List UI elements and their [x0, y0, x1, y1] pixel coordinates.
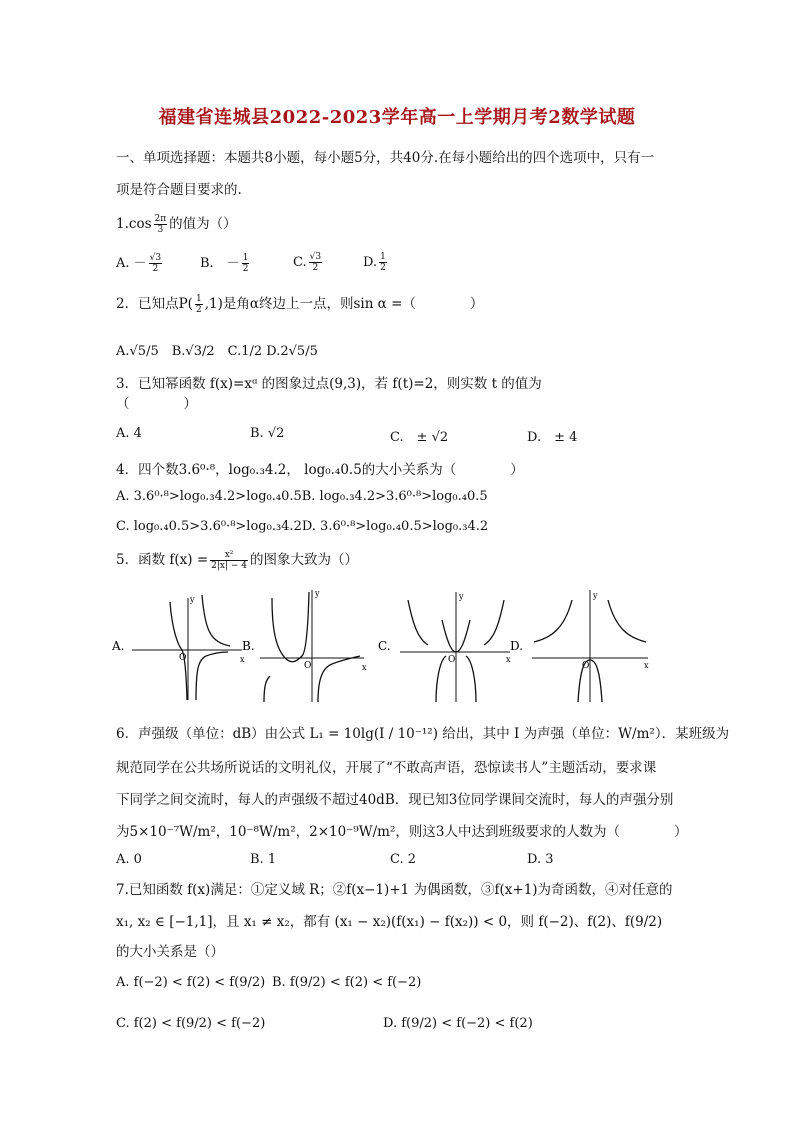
- q5-prefix: 5．函数 f(x) =: [116, 552, 209, 568]
- q2-point-num: 1: [195, 294, 202, 304]
- q4-options-ab: A. 3.6⁰·⁸>log₀.₃4.2>log₀.₄0.5B. log₀.₃4.2>3.6⁰·⁸>log₀.₄0.5: [116, 489, 488, 504]
- q1-option-d-den: 2: [380, 263, 386, 273]
- svg-text:O: O: [304, 661, 312, 671]
- q1-option-a: [116, 252, 164, 274]
- q6-option-c: C. 2: [390, 852, 417, 867]
- q1-option-c-num: √3: [309, 252, 322, 262]
- question-7-line3: 的大小关系是（）: [116, 944, 224, 960]
- svg-text:x: x: [644, 661, 649, 670]
- q1-numerator: 2π: [154, 214, 167, 224]
- q3-option-b: B. √2: [250, 426, 285, 441]
- q5-suffix: 的图象大致为（）: [250, 552, 358, 568]
- question-6-line3: 下同学之间交流时，每人的声强级不超过40dB．现已知3位同学课间交流时，每人的声强分别: [116, 792, 674, 808]
- svg-text:y: y: [459, 592, 464, 601]
- question-4: 4．四个数3.6⁰·⁸，log₀.₃4.2， log₀.₄0.5的大小关系为（ ）: [116, 462, 524, 478]
- svg-text:x: x: [506, 655, 511, 664]
- question-1: [116, 212, 237, 235]
- svg-text:y: y: [593, 591, 598, 600]
- q5-denominator: 2|x| − 4: [211, 561, 247, 571]
- q1-option-d-label: D.: [363, 255, 378, 270]
- question-6-line2: 规范同学在公共场所说话的文明礼仪，开展了“不敢高声语，恐惊读书人”主题活动，要求课: [116, 760, 657, 776]
- svg-text:x: x: [240, 655, 245, 664]
- q1-option-b-den: 2: [242, 264, 249, 274]
- q1-option-c-label: C.: [293, 255, 307, 270]
- q3-option-d: D. ± 4: [527, 430, 578, 445]
- svg-text:x: x: [362, 663, 367, 672]
- q5-graph-b: [242, 590, 367, 702]
- question-7-line1: 7.已知函数 f(x)满足：①定义域 R；②f(x−1)+1 为偶函数，③f(x+1)为奇函数，④对任意的: [116, 882, 673, 898]
- q5-label-d: D.: [510, 639, 524, 653]
- question-3-line1: 3．已知幂函数 f(x)=xᵅ 的图象过点(9,3)，若 f(t)=2，则实数 t 的值为: [116, 376, 542, 392]
- q5-label-a: A.: [112, 639, 125, 653]
- q7-option-d: D. f(9/2) < f(−2) < f(2): [383, 1016, 533, 1031]
- q5-numerator: x²: [210, 550, 248, 561]
- q1-option-d: [363, 252, 389, 273]
- q1-option-a-label: A. －: [116, 256, 147, 271]
- q2-rest: ,1)是角α终边上一点，则sin α =（ ）: [204, 296, 484, 312]
- q5-graph-options: [110, 590, 670, 709]
- section-instructions-line2: 项是符合题目要求的.: [116, 182, 242, 198]
- svg-text:O: O: [582, 661, 590, 671]
- q6-option-b: B. 1: [250, 852, 277, 867]
- page-title: 福建省连城县2022-2023学年高一上学期月考2数学试题: [158, 107, 636, 128]
- q6-option-d: D. 3: [527, 852, 554, 867]
- q5-label-c: C.: [378, 639, 391, 653]
- q1-prefix: 1.cos: [116, 216, 152, 232]
- q1-option-a-num: √3: [149, 253, 162, 263]
- question-5: [116, 548, 358, 571]
- question-6-line4: 为5×10⁻⁷W/m²，10⁻⁸W/m²，2×10⁻⁹W/m²，则这3人中达到班级要求的人数为（ ）: [116, 824, 688, 840]
- q7-option-a: A. f(−2) < f(2) < f(9/2): [116, 975, 266, 990]
- q5-graph-d: [510, 590, 649, 702]
- q1-option-d-num: 1: [380, 252, 386, 262]
- svg-text:O: O: [448, 655, 456, 665]
- question-6-line1: 6．声强级（单位：dB）由公式 L₁ = 10lg(I / 10⁻¹²) 给出，其中 I 为声强（单位：W/m²）．某班级为: [116, 726, 730, 742]
- question-2: [116, 292, 483, 315]
- q3-option-a: A. 4: [116, 426, 142, 441]
- q2-prefix: 2．已知点P(: [116, 296, 193, 312]
- q5-label-b: B.: [242, 639, 255, 653]
- q7-option-b: B. f(9/2) < f(2) < f(−2): [272, 975, 422, 990]
- q3-option-c: C. ± √2: [390, 430, 449, 445]
- q2-point-den: 2: [195, 305, 202, 315]
- q1-fraction: [154, 214, 168, 235]
- svg-text:y: y: [190, 595, 195, 604]
- q2-options: A.√5/5 B.√3/2 C.1/2 D.2√5/5: [116, 344, 318, 359]
- svg-text:y: y: [315, 590, 320, 598]
- q1-option-b-label: B. －: [200, 256, 240, 271]
- question-7-line2: x₁, x₂ ∈ [−1,1]，且 x₁ ≠ x₂，都有 (x₁ − x₂)(f(x₁) − f(x₂)) < 0，则 f(−2)、f(2)、f(9/2): [116, 914, 663, 930]
- q1-option-c-den: 2: [312, 263, 319, 273]
- q1-option-b: [200, 252, 251, 274]
- question-3-line2: （ ）: [116, 396, 197, 412]
- q4-options-cd: C. log₀.₄0.5>3.6⁰·⁸>log₀.₃4.2D. 3.6⁰·⁸>log₀.₄0.5>log₀.₃4.2: [116, 519, 489, 534]
- q1-option-c: [293, 252, 324, 273]
- q6-option-a: A. 0: [116, 852, 142, 867]
- q5-graph-c: [378, 592, 511, 702]
- q1-option-a-den: 2: [152, 264, 159, 274]
- q5-graph-a: [111, 595, 245, 700]
- q1-option-b-num: 1: [242, 253, 249, 263]
- q1-suffix: 的值为（）: [169, 216, 237, 232]
- section-instructions-line1: 一、单项选择题：本题共8小题，每小题5分，共40分.在每小题给出的四个选项中，只有一: [116, 150, 655, 166]
- q1-denominator: 3: [157, 225, 164, 235]
- svg-text:O: O: [179, 653, 187, 663]
- q7-option-c: C. f(2) < f(9/2) < f(−2): [116, 1016, 266, 1031]
